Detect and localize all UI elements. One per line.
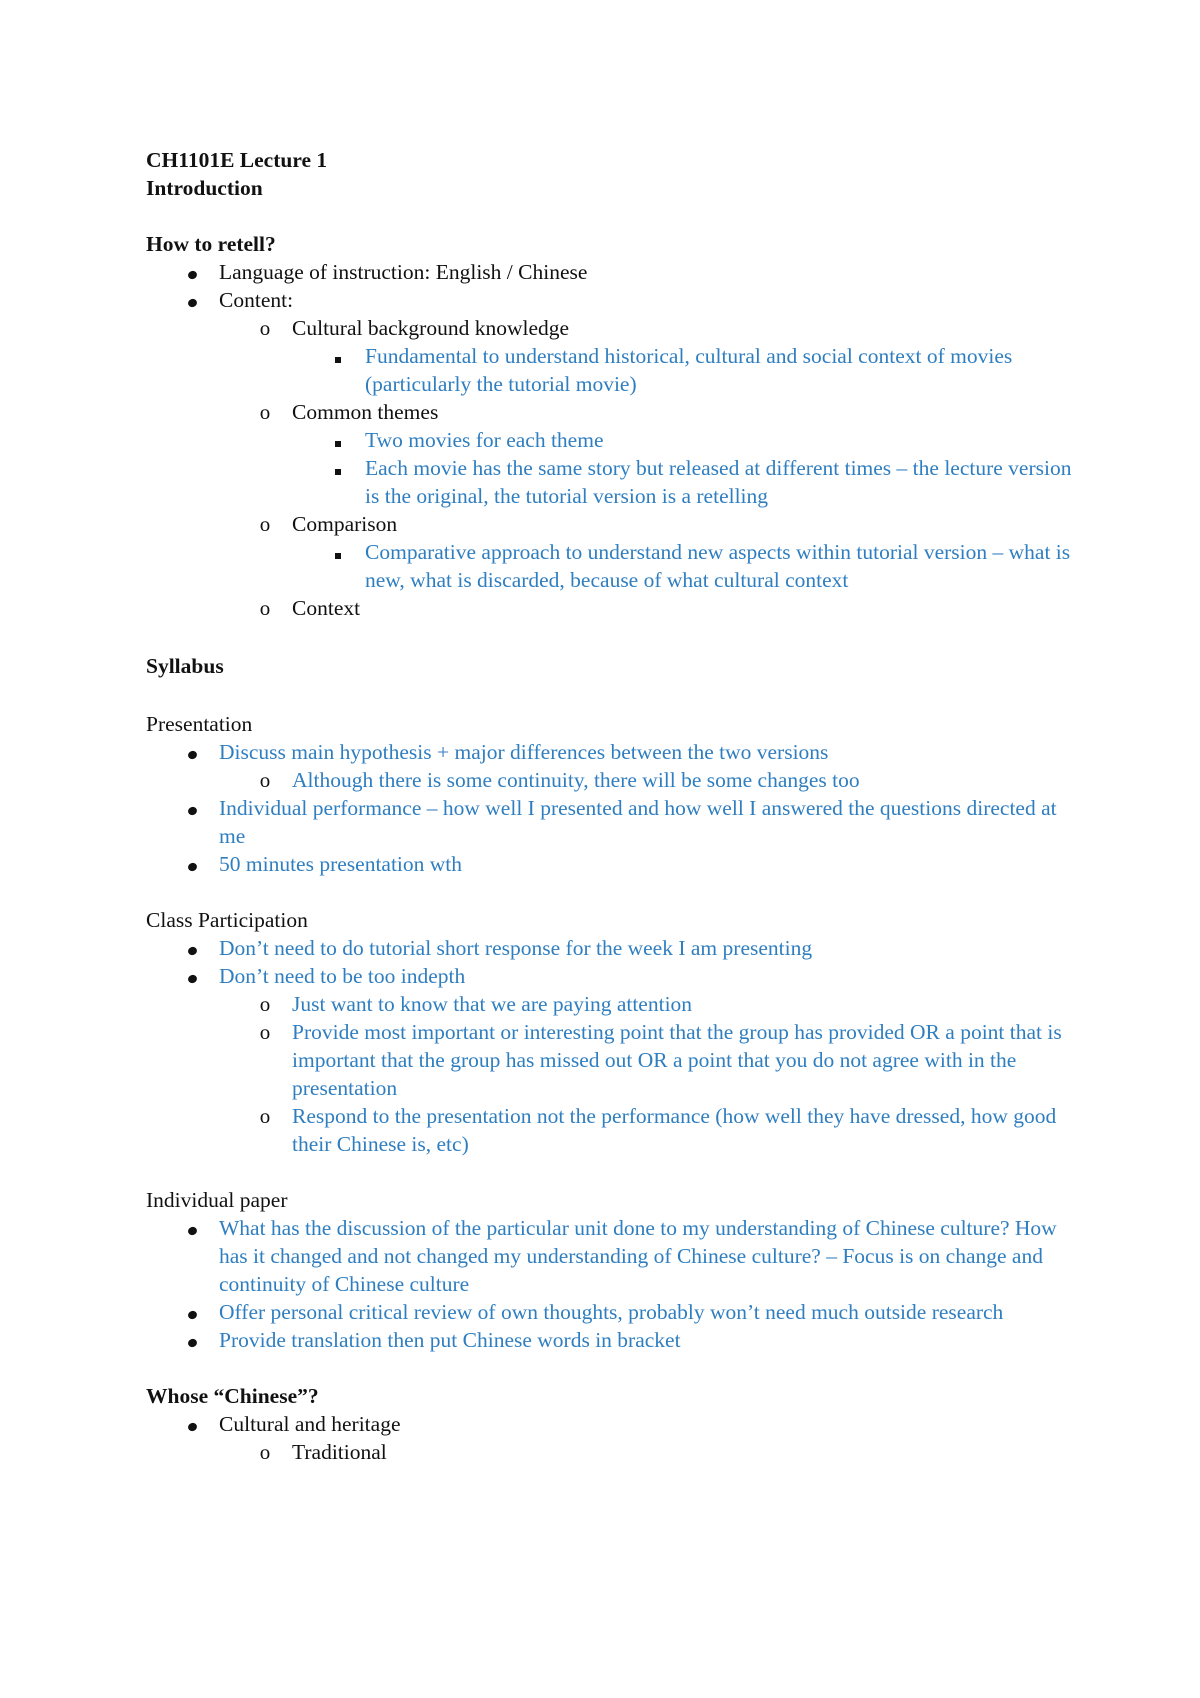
bullet-icon [182,258,202,286]
list-item: o Context [146,594,1076,622]
section-heading-presentation: Presentation [146,712,253,736]
list-item: Cultural and heritage [146,1410,1076,1438]
list-item: Each movie has the same story but released at different times – the lecture version is the original, the tutorial version is a retelling [146,454,1076,510]
bullet-icon [182,738,202,766]
circle-bullet-icon: o [259,768,271,792]
list-item: Fundamental to understand historical, cultural and social context of movies (particularly the tutorial movie) [146,342,1076,398]
list-item: o Although there is some continuity, there will be some changes too [146,766,1076,794]
section-heading-syllabus: Syllabus [146,654,224,678]
document-body [146,146,1076,1466]
bullet-icon [182,934,202,962]
circle-bullet-icon: o [259,400,271,424]
list-item: o Common themes [146,398,1076,426]
square-bullet-icon [328,538,348,566]
bullet-icon [182,850,202,878]
list-item: Provide translation then put Chinese words in bracket [146,1326,1076,1354]
bullet-icon [182,962,202,990]
circle-bullet-icon: o [259,316,271,340]
square-bullet-icon [328,426,348,454]
list-item: o Just want to know that we are paying attention [146,990,1076,1018]
list-item: What has the discussion of the particular unit done to my understanding of Chinese culture? How has it changed and not changed my understanding of Chinese culture? – Focus is on change and continuity of Chinese culture [146,1214,1076,1298]
list-item: o Provide most important or interesting point that the group has provided OR a point that is important that the group has missed out OR a point that you do not agree with in the presentation [146,1018,1076,1102]
presentation-list [146,738,1076,878]
bullet-icon [182,1298,202,1326]
list-item: Don’t need to do tutorial short response for the week I am presenting [146,934,1076,962]
page-title: CH1101E Lecture 1 [146,148,328,172]
circle-bullet-icon: o [259,1020,271,1044]
bullet-icon [182,1326,202,1354]
circle-bullet-icon: o [259,596,271,620]
bullet-icon [182,1410,202,1438]
list-item: o Traditional [146,1438,1076,1466]
retell-list [146,258,1076,622]
list-item: Language of instruction: English / Chinese [146,258,1076,286]
bullet-icon [182,286,202,314]
section-heading-participation: Class Participation [146,908,308,932]
circle-bullet-icon: o [259,1104,271,1128]
circle-bullet-icon: o [259,512,271,536]
circle-bullet-icon: o [259,1440,271,1464]
whose-list [146,1410,1076,1466]
list-item: Two movies for each theme [146,426,1076,454]
bullet-icon [182,794,202,822]
page-subtitle: Introduction [146,176,263,200]
list-item: Offer personal critical review of own thoughts, probably won’t need much outside research [146,1298,1076,1326]
paper-list [146,1214,1076,1354]
list-item: Comparative approach to understand new aspects within tutorial version – what is new, what is discarded, because of what cultural context [146,538,1076,594]
square-bullet-icon [328,454,348,482]
list-item: o Respond to the presentation not the performance (how well they have dressed, how good their Chinese is, etc) [146,1102,1076,1158]
section-heading-retell: How to retell? [146,232,276,256]
section-heading-whose: Whose “Chinese”? [146,1384,319,1408]
section-heading-paper: Individual paper [146,1188,288,1212]
bullet-icon [182,1214,202,1242]
circle-bullet-icon: o [259,992,271,1016]
list-item: Individual performance – how well I presented and how well I answered the questions directed at me [146,794,1076,850]
list-item: o Cultural background knowledge [146,314,1076,342]
list-item: o Comparison [146,510,1076,538]
list-item: 50 minutes presentation wth [146,850,1076,878]
square-bullet-icon [328,342,348,370]
participation-list [146,934,1076,1158]
list-item: Don’t need to be too indepth [146,962,1076,990]
list-item: Content: [146,286,1076,314]
list-item: Discuss main hypothesis + major differences between the two versions [146,738,1076,766]
